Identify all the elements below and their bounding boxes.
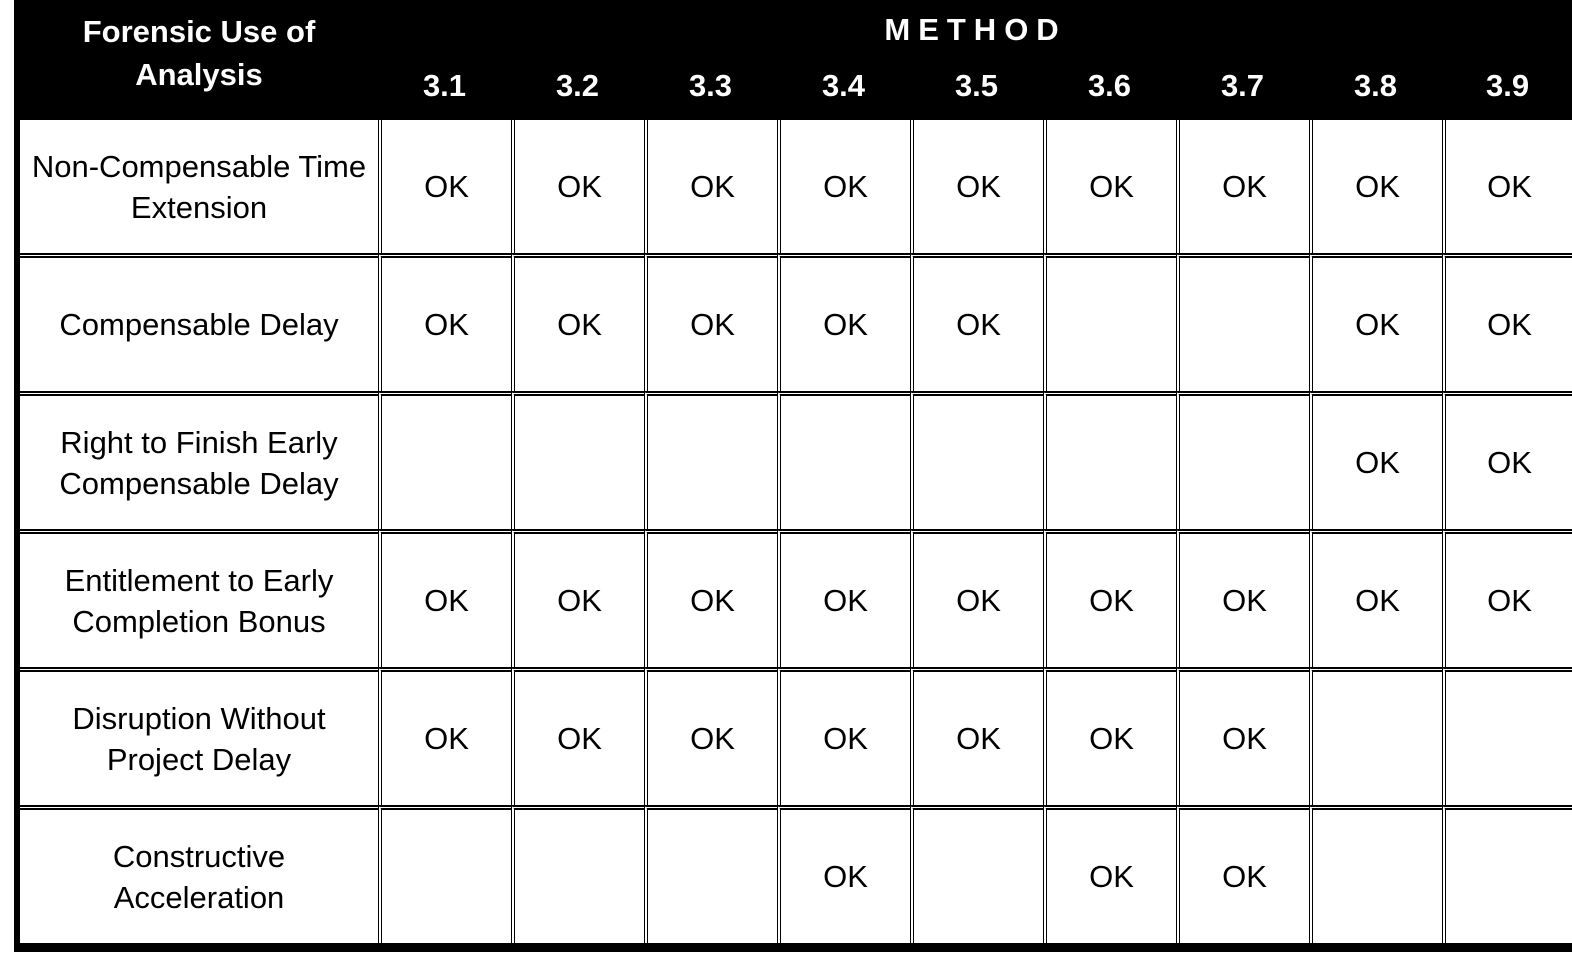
table-row: [20, 805, 1572, 943]
applicability-cell: OK: [777, 805, 910, 943]
row-label: Constructive Acceleration: [20, 805, 378, 943]
applicability-cell: [1309, 667, 1442, 805]
row-label: Non-Compensable Time Extension: [20, 120, 378, 253]
method-number-header: 3.9: [1442, 56, 1572, 120]
applicability-cell: OK: [1442, 120, 1572, 253]
applicability-cell: [910, 391, 1043, 529]
applicability-cell: OK: [1043, 667, 1176, 805]
applicability-cell: [1309, 805, 1442, 943]
applicability-cell: OK: [1309, 253, 1442, 391]
method-number-header: 3.4: [777, 56, 910, 120]
method-number-header: 3.3: [644, 56, 777, 120]
applicability-cell: OK: [644, 120, 777, 253]
applicability-cell: OK: [910, 529, 1043, 667]
applicability-cell: OK: [511, 120, 644, 253]
row-label: Disruption Without Project Delay: [20, 667, 378, 805]
applicability-cell: OK: [644, 667, 777, 805]
applicability-cell: OK: [511, 529, 644, 667]
applicability-cell: [644, 391, 777, 529]
method-number-header: 3.7: [1176, 56, 1309, 120]
applicability-cell: [1176, 391, 1309, 529]
applicability-cell: OK: [777, 529, 910, 667]
table-row: [20, 120, 1572, 253]
applicability-cell: [511, 805, 644, 943]
table-frame: [14, 0, 1572, 952]
applicability-cell: OK: [777, 120, 910, 253]
applicability-cell: OK: [1043, 529, 1176, 667]
applicability-cell: OK: [644, 253, 777, 391]
row-label: Compensable Delay: [20, 253, 378, 391]
applicability-cell: OK: [1176, 805, 1309, 943]
applicability-cell: OK: [1442, 253, 1572, 391]
forensic-method-table: [20, 0, 1572, 943]
applicability-cell: OK: [1309, 391, 1442, 529]
method-number-header: 3.6: [1043, 56, 1176, 120]
row-label: Right to Finish Early Compensable Delay: [20, 391, 378, 529]
applicability-cell: OK: [777, 253, 910, 391]
applicability-cell: [378, 391, 511, 529]
applicability-cell: OK: [511, 253, 644, 391]
applicability-cell: [910, 805, 1043, 943]
applicability-cell: OK: [1442, 391, 1572, 529]
applicability-cell: [1442, 805, 1572, 943]
method-number-header: 3.2: [511, 56, 644, 120]
applicability-cell: [1442, 667, 1572, 805]
method-number-header: 3.8: [1309, 56, 1442, 120]
applicability-cell: OK: [1043, 805, 1176, 943]
table-body: [20, 120, 1572, 943]
applicability-cell: OK: [378, 120, 511, 253]
table-row: [20, 391, 1572, 529]
applicability-cell: [1176, 253, 1309, 391]
applicability-cell: OK: [378, 529, 511, 667]
table-row: [20, 529, 1572, 667]
applicability-cell: OK: [644, 529, 777, 667]
applicability-cell: OK: [910, 253, 1043, 391]
applicability-cell: OK: [1176, 667, 1309, 805]
applicability-cell: [378, 805, 511, 943]
applicability-cell: OK: [777, 667, 910, 805]
applicability-cell: OK: [1309, 529, 1442, 667]
applicability-cell: OK: [378, 667, 511, 805]
applicability-cell: OK: [910, 667, 1043, 805]
applicability-cell: [511, 391, 644, 529]
applicability-cell: OK: [1176, 529, 1309, 667]
table-row: [20, 253, 1572, 391]
table-row: [20, 667, 1572, 805]
applicability-cell: OK: [1043, 120, 1176, 253]
row-label: Entitlement to Early Completion Bonus: [20, 529, 378, 667]
applicability-cell: [1043, 391, 1176, 529]
method-number-header: 3.1: [378, 56, 511, 120]
applicability-cell: [1043, 253, 1176, 391]
applicability-cell: [777, 391, 910, 529]
use-column-header: Forensic Use of Analysis: [20, 0, 378, 120]
applicability-cell: OK: [511, 667, 644, 805]
applicability-cell: OK: [1176, 120, 1309, 253]
applicability-cell: OK: [378, 253, 511, 391]
method-header: METHOD: [378, 0, 1572, 56]
applicability-cell: OK: [910, 120, 1043, 253]
applicability-cell: OK: [1309, 120, 1442, 253]
applicability-cell: OK: [1442, 529, 1572, 667]
method-number-header: 3.5: [910, 56, 1043, 120]
applicability-cell: [644, 805, 777, 943]
